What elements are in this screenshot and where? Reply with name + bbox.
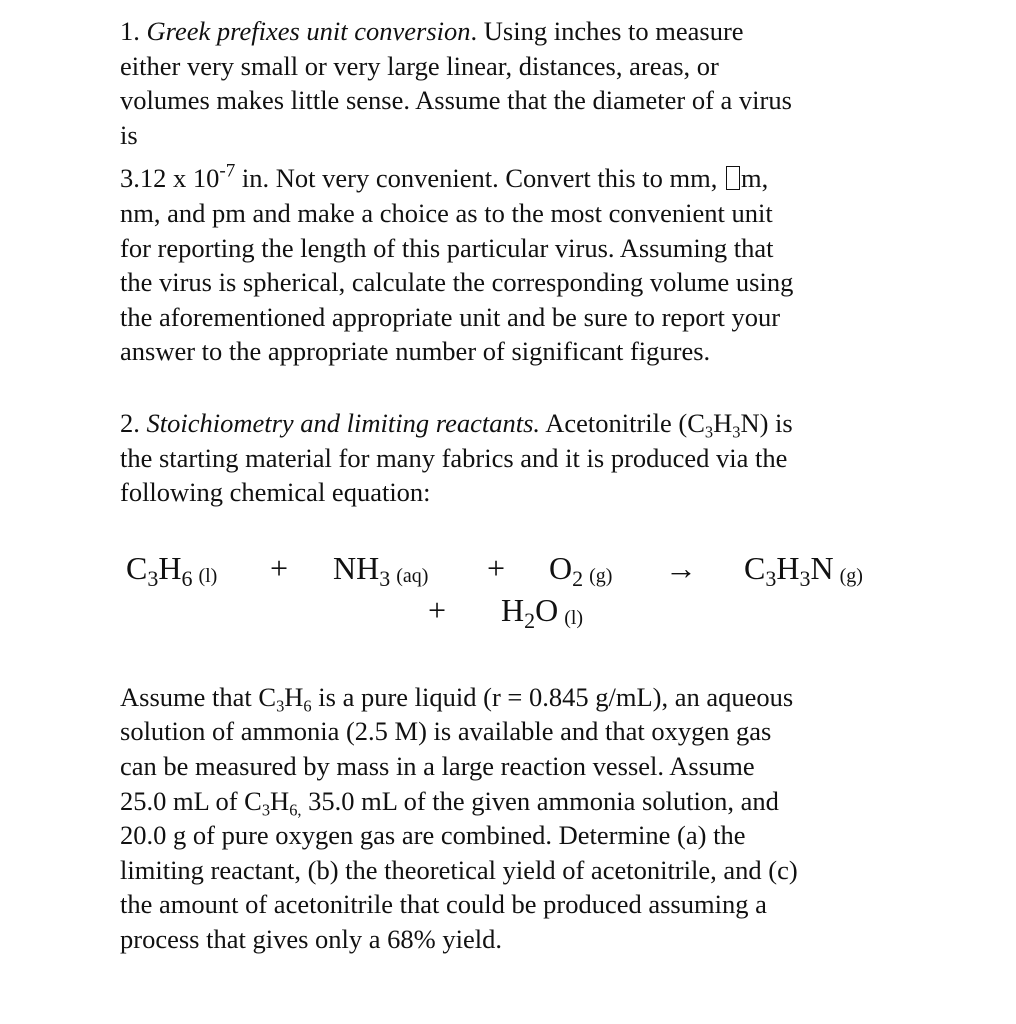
problem-1 [120,14,890,369]
problem-2-body [120,680,890,957]
plus-sign-2: + [487,549,506,586]
virus-diameter-exponent: -7 [219,160,236,182]
problem-2-number: 2. [120,407,140,438]
product-water: $H_2O$ (l) [501,591,584,633]
problem-2-body-line-6: limiting reactant, (b) the theoretical yield of acetonitrile, and (c) [120,854,798,885]
problem-2-body-line-2: solution of ammonia (2.5 M) is available and that oxygen gas [120,716,772,747]
chemical-equation [120,548,890,642]
document-page [120,14,890,956]
problem-2-line-3: following chemical equation: [120,477,431,508]
problem-2-body-line-3: can be measured by mass in a large reaction vessel. Assume [120,750,755,781]
reaction-arrow-icon: → [665,549,697,586]
problem-1-number: 1. [120,16,140,46]
problem-1-line-7: for reporting the length of this particular virus. Assuming that [120,232,774,263]
problem-1-line-3: volumes makes little sense. Assume that the diameter of a virus [120,85,792,116]
missing-micro-glyph-icon [726,166,740,190]
problem-1-line-8: the virus is spherical, calculate the corresponding volume using [120,267,794,298]
problem-1-line-2: either very small or very large linear, distances, areas, or [120,50,719,81]
reactant-propene: $C_3H_6$ (l) [126,549,218,591]
product-acetonitrile: $C_3H_3N$ (g) [744,549,863,591]
virus-diameter-value: 3.12 x 10 [120,163,220,194]
problem-1-line-6: nm, and pm and make a choice as to the most convenient unit [120,197,773,228]
problem-2 [120,406,890,510]
problem-2-line-2: the starting material for many fabrics and it is produced via the [120,442,788,473]
problem-2-title: Stoichiometry and limiting reactants. [146,407,541,438]
problem-1-line-10: answer to the appropriate number of significant figures. [120,336,711,367]
reactant-ammonia: $NH_3$ (aq) [333,549,429,591]
problem-1-title: Greek prefixes unit conversion [146,16,471,46]
problem-1-line-1: 1. Greek prefixes unit conversion. Using inches to measure [120,16,744,46]
problem-2-line-1: 2. Stoichiometry and limiting reactants. Acetonitrile $(C_3H_3N)$ is [120,407,793,442]
problem-2-body-line-8: process that gives only a 68% yield. [120,923,502,954]
plus-sign-1: + [270,549,289,586]
problem-2-body-line-1: Assume that $C_3H_6$ is a pure liquid (r = 0.845 g/mL), an aqueous [120,681,794,715]
problem-2-body-line-7: the amount of acetonitrile that could be produced assuming a [120,889,767,920]
reactant-oxygen: $O_2$ (g) [549,549,613,591]
plus-sign-3: + [428,591,447,628]
problem-1-value-line: 3.12 x $10^{-7}$ in. Not very convenient. Convert this to mm, m, [120,160,769,194]
problem-1-line-4: is [120,119,138,150]
problem-2-body-line-4: 25.0 mL of $C_3H_{6,}$ 35.0 mL of the given ammonia solution, and [120,785,779,819]
problem-2-body-line-5: 20.0 g of pure oxygen gas are combined. Determine (a) the [120,820,746,851]
problem-1-line-9: the aforementioned appropriate unit and be sure to report your [120,301,781,332]
